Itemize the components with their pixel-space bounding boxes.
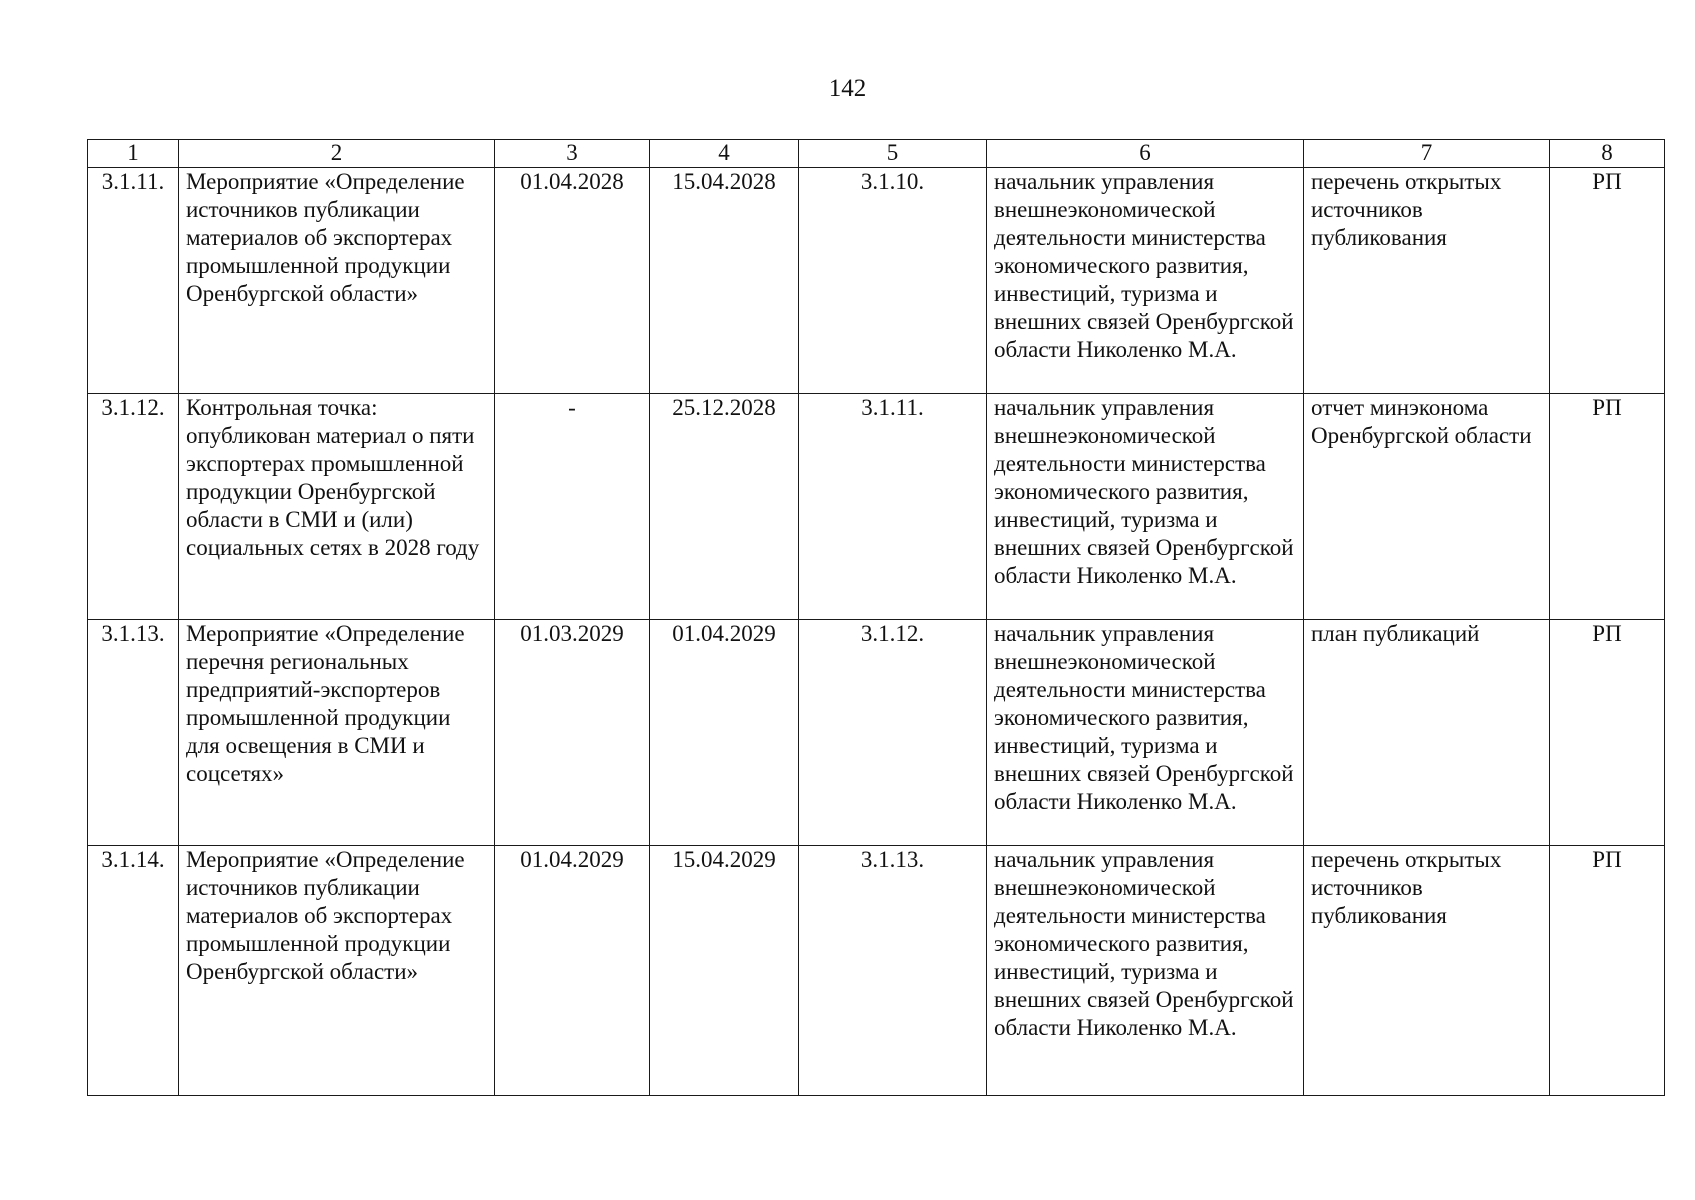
row-end-date: 15.04.2029: [650, 846, 799, 1096]
header-col-3: 3: [495, 140, 650, 168]
row-responsible: начальник управления внешнеэкономической деятельности министерства экономического развития, инвестиций, туризма и внешних связей Оренбургской области Николенко М.А.: [987, 846, 1304, 1096]
row-result: отчет минэконома Оренбургской области: [1304, 394, 1550, 620]
header-col-6: 6: [987, 140, 1304, 168]
row-start-date: 01.04.2029: [495, 846, 650, 1096]
row-name: Мероприятие «Определение перечня региональных предприятий-экспортеров промышленной продукции для освещения в СМИ и соцсетях»: [179, 620, 495, 846]
row-predecessor: 3.1.11.: [799, 394, 987, 620]
table-row: [88, 394, 1665, 620]
row-result: план публикаций: [1304, 620, 1550, 846]
row-responsible: начальник управления внешнеэкономической деятельности министерства экономического развития, инвестиций, туризма и внешних связей Оренбургской области Николенко М.А.: [987, 394, 1304, 620]
row-level: РП: [1550, 394, 1665, 620]
row-number: 3.1.12.: [88, 394, 179, 620]
row-predecessor: 3.1.12.: [799, 620, 987, 846]
row-start-date: -: [495, 394, 650, 620]
row-predecessor: 3.1.13.: [799, 846, 987, 1096]
row-name: Контрольная точка: опубликован материал о пяти экспортерах промышленной продукции Оренбургской области в СМИ и (или) социальных сетях в 2028 году: [179, 394, 495, 620]
table-row: [88, 168, 1665, 394]
row-result: перечень открытых источников публикования: [1304, 846, 1550, 1096]
row-number: 3.1.14.: [88, 846, 179, 1096]
header-col-2: 2: [179, 140, 495, 168]
header-col-8: 8: [1550, 140, 1665, 168]
row-responsible: начальник управления внешнеэкономической деятельности министерства экономического развития, инвестиций, туризма и внешних связей Оренбургской области Николенко М.А.: [987, 168, 1304, 394]
row-level: РП: [1550, 620, 1665, 846]
header-col-7: 7: [1304, 140, 1550, 168]
row-level: РП: [1550, 168, 1665, 394]
plan-table: [87, 139, 1665, 1096]
table-header-row: [88, 140, 1665, 168]
row-level: РП: [1550, 846, 1665, 1096]
row-name: Мероприятие «Определение источников публикации материалов об экспортерах промышленной продукции Оренбургской области»: [179, 846, 495, 1096]
table-row: [88, 620, 1665, 846]
row-end-date: 15.04.2028: [650, 168, 799, 394]
header-col-5: 5: [799, 140, 987, 168]
table-row: [88, 846, 1665, 1096]
row-result: перечень открытых источников публикования: [1304, 168, 1550, 394]
row-number: 3.1.13.: [88, 620, 179, 846]
row-predecessor: 3.1.10.: [799, 168, 987, 394]
row-end-date: 25.12.2028: [650, 394, 799, 620]
page-number: 142: [828, 75, 867, 102]
row-end-date: 01.04.2029: [650, 620, 799, 846]
header-col-4: 4: [650, 140, 799, 168]
row-number: 3.1.11.: [88, 168, 179, 394]
header-col-1: 1: [88, 140, 179, 168]
row-responsible: начальник управления внешнеэкономической деятельности министерства экономического развития, инвестиций, туризма и внешних связей Оренбургской области Николенко М.А.: [987, 620, 1304, 846]
row-start-date: 01.03.2029: [495, 620, 650, 846]
row-name: Мероприятие «Определение источников публикации материалов об экспортерах промышленной продукции Оренбургской области»: [179, 168, 495, 394]
row-start-date: 01.04.2028: [495, 168, 650, 394]
